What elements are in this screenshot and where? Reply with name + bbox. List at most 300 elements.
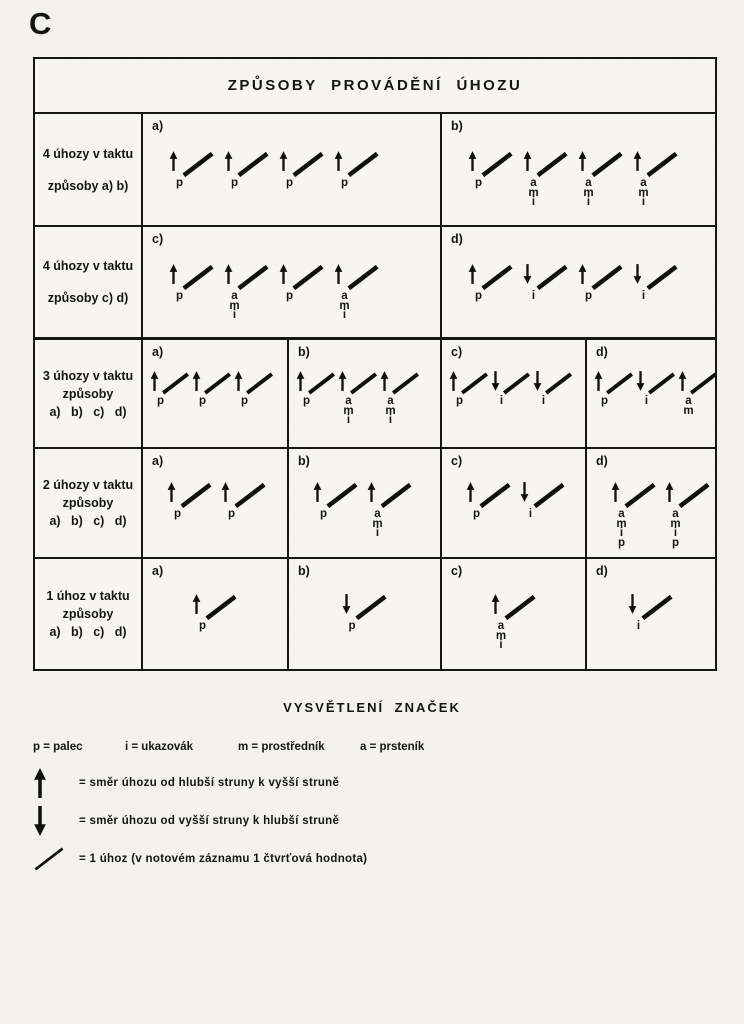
variant-label: a) [152,454,164,468]
stroke-slash-icon [535,152,569,177]
finger-labels [598,397,611,407]
pattern-cell-c [440,449,585,557]
finger-letter: p [584,290,593,302]
down-arrow-icon [520,482,529,502]
arrow-and-slash [169,263,215,290]
finger-letter: p [240,395,249,407]
symbol-icon-box [33,846,67,872]
pattern-cell-d [585,559,715,669]
symbol-legend-row [33,768,367,798]
finger-labels [637,292,650,302]
row-label-line: způsoby a) b) [47,178,129,193]
stroke-group [224,150,270,189]
stroke-slash-icon [645,265,679,290]
stroke-group [279,150,325,189]
finger-definition: i = ukazovák [125,741,194,753]
finger-letter: a [685,395,692,407]
down-arrow-icon [633,264,642,284]
stroke-groups [143,150,440,189]
finger-letter: m [385,404,396,417]
stroke-group [636,370,676,416]
stroke-group [533,370,573,407]
finger-letter: a [387,395,394,407]
finger-letter: p [156,395,165,407]
row-label [35,559,141,669]
symbol-icon-box [33,806,67,836]
stroke-groups [143,593,287,632]
finger-labels [228,179,241,189]
row-label-line: 4 úhozy v taktu [42,259,134,273]
finger-letter: i [375,527,380,539]
stroke-slash-icon [346,265,380,290]
finger-labels [283,179,296,189]
finger-definition: p = palec [33,741,83,753]
stroke-slash-icon [161,372,190,395]
stroke-slash-icon [480,265,514,290]
finger-labels [154,397,167,407]
arrow-and-slash [449,370,489,395]
arrow-and-slash [468,263,514,290]
stroke-slash-icon [590,152,624,177]
finger-letter: p [600,395,609,407]
up-arrow-icon [611,482,620,502]
row-label-line: 1 úhoz v taktu [46,589,130,603]
finger-letter: i [499,639,503,651]
stroke-group [169,150,215,189]
finger-letter: a [530,177,537,189]
finger-letter: a [231,290,238,302]
finger-legend-row [33,741,424,753]
arrow-and-slash [636,370,676,395]
stroke-slash-icon [503,595,537,620]
arrow-and-slash [523,150,569,177]
stroke-slash-icon [179,483,213,508]
stroke-slash-icon [236,265,270,290]
up-arrow-icon [33,768,47,798]
arrow-and-slash [342,593,388,620]
stroke-slash-icon [480,152,514,177]
stroke-slash-icon [33,846,65,872]
stroke-group [342,593,388,632]
stroke-group [633,263,679,302]
finger-labels [173,292,186,302]
stroke-group [678,370,715,416]
arrow-and-slash [491,370,531,395]
variant-label: b) [298,345,310,359]
stroke-slash-icon [605,372,634,395]
stroke-group [380,370,420,426]
up-arrow-icon [678,371,687,391]
stroke-slash-icon [532,483,566,508]
arrow-and-slash [150,370,190,395]
finger-labels [196,622,209,632]
finger-letter: m [339,299,350,312]
up-arrow-icon [491,594,500,614]
stroke-slash-icon [478,483,512,508]
variant-label: d) [596,345,608,359]
stroke-group [296,370,336,426]
stroke-groups [143,370,287,407]
variant-label: d) [596,564,608,578]
stroke-slash-icon [236,152,270,177]
finger-labels [300,397,313,407]
finger-letter: i [541,395,546,407]
finger-labels [342,397,355,426]
stroke-groups [587,481,715,548]
arrow-and-slash [279,150,325,177]
up-arrow-icon [523,151,532,171]
stroke-groups [442,370,585,407]
variant-label: c) [451,454,463,468]
arrow-and-slash [523,263,569,290]
variant-label: d) [596,454,608,468]
stroke-group [523,150,569,208]
finger-labels [582,179,595,208]
up-arrow-icon [466,482,475,502]
arrow-and-slash [338,370,378,395]
finger-letter: p [285,290,294,302]
finger-labels [527,292,540,302]
up-arrow-icon [224,151,233,171]
up-arrow-icon [594,371,603,391]
stroke-groups [442,481,585,520]
stroke-group [167,481,213,520]
arrow-and-slash [520,481,566,508]
stroke-slash-icon [535,265,569,290]
stroke-groups [289,481,440,539]
up-arrow-icon [234,371,243,391]
finger-letter: i [673,527,678,539]
up-arrow-icon [468,151,477,171]
row-label [35,227,141,337]
pattern-cell-b [440,114,715,225]
up-arrow-icon [279,151,288,171]
finger-labels [524,510,537,520]
finger-labels [640,397,653,407]
finger-labels [582,292,595,302]
stroke-slash-icon [307,372,336,395]
finger-letter: i [641,290,646,302]
stroke-group [449,370,489,407]
variant-label: b) [298,454,310,468]
finger-letter: m [229,299,240,312]
variant-label: c) [152,232,164,246]
legend-title: VYSVĚTLENÍ ZNAČEK [283,700,461,715]
stroke-group [224,263,270,321]
table-title: ZPŮSOBY PROVÁDĚNÍ ÚHOZU [227,77,523,94]
stroke-group [491,593,537,651]
finger-labels [225,510,238,520]
finger-letter: p [474,290,483,302]
down-arrow-icon [628,594,637,614]
up-arrow-icon [313,482,322,502]
pattern-cell-d [440,227,715,337]
symbol-description: = směr úhozu od hlubší struny k vyšší struně [79,777,340,789]
finger-letter: a [672,508,679,520]
table-row [35,337,715,447]
finger-labels [495,397,508,407]
finger-letter: m [372,517,383,530]
row-label-line: způsoby c) d) [47,291,129,305]
finger-letter: p [319,508,328,520]
finger-letter: p [285,177,294,189]
stroke-groups [289,370,440,426]
finger-labels [495,622,508,651]
pattern-cell-b [287,449,440,557]
variant-label: a) [152,119,164,133]
finger-letter: p [198,395,207,407]
symbol-description: = směr úhozu od vyšší struny k hlubší struně [79,815,340,827]
section-letter: C [29,6,53,41]
finger-letter: p [302,395,311,407]
stroke-slash-icon [291,265,325,290]
up-arrow-icon [167,482,176,502]
stroke-group [279,263,325,321]
finger-labels [470,510,483,520]
stroke-group [611,481,657,548]
finger-letter: a [618,508,625,520]
finger-letter: p [175,177,184,189]
finger-letter: i [232,309,237,321]
down-arrow-icon [342,594,351,614]
symbol-icon-box [33,768,67,798]
stroke-slash-icon [623,483,657,508]
finger-labels [283,292,296,302]
pattern-cell-c [141,227,440,337]
finger-letter: a [374,508,381,520]
symbol-description: = 1 úhoz (v notovém záznamu 1 čtvrťová hodnota) [79,853,368,865]
arrow-and-slash [628,593,674,620]
finger-letter: m [528,186,539,199]
finger-letter: i [644,395,649,407]
finger-labels [338,179,351,189]
arrow-and-slash [578,263,624,290]
finger-labels [173,179,186,189]
variant-label: d) [451,232,463,246]
row-label-line: způsoby [62,607,114,621]
up-arrow-icon [221,482,230,502]
finger-labels [632,622,645,632]
finger-labels [338,292,351,321]
finger-letter: i [531,196,536,208]
up-arrow-icon [578,151,587,171]
pattern-cell-c [440,340,585,447]
arrow-and-slash [380,370,420,395]
stroke-group [192,370,232,407]
stroke-slash-icon [181,265,215,290]
pattern-cell-a [141,449,287,557]
finger-letter: m [670,517,681,530]
up-arrow-icon [334,264,343,284]
finger-letter: i [528,508,533,520]
stroke-group [192,593,238,632]
finger-labels [637,179,650,208]
stroke-slash-icon [233,483,267,508]
arrow-and-slash [279,263,325,290]
arrow-and-slash [224,263,270,290]
stroke-slash-icon [245,372,274,395]
stroke-groups [442,150,715,208]
stroke-slash-icon [203,372,232,395]
finger-labels [472,179,485,189]
row-label-line: způsoby [62,386,114,401]
stroke-group [466,481,512,520]
arrow-and-slash [633,263,679,290]
stroke-slash-icon [640,595,674,620]
up-arrow-icon [449,371,458,391]
arrow-and-slash [468,150,514,177]
finger-letter: m [343,404,354,417]
up-arrow-icon [334,151,343,171]
stroke-group [594,370,634,416]
finger-letter: i [636,620,641,632]
finger-labels [453,397,466,407]
finger-labels [537,397,550,407]
arrow-and-slash [594,370,634,395]
up-arrow-icon [367,482,376,502]
finger-letter: p [230,177,239,189]
finger-letter: i [586,196,591,208]
stroke-group [150,370,190,407]
row-label-line: 2 úhozy v taktu [42,478,134,492]
stroke-slash-icon [325,483,359,508]
up-arrow-icon [665,482,674,502]
up-arrow-icon [224,264,233,284]
row-label-line: a) b) c) d) [49,514,127,528]
finger-labels [615,510,628,548]
stroke-group [169,263,215,321]
arrow-and-slash [169,150,215,177]
stroke-group [221,481,267,520]
stroke-slash-icon [460,372,489,395]
stroke-group [468,263,514,302]
stroke-groups [587,593,715,632]
finger-letter: p [671,536,680,549]
finger-letter: p [455,395,464,407]
finger-letter: p [175,290,184,302]
finger-letter: a [585,177,592,189]
finger-letter: i [531,290,536,302]
row-label-line: a) b) c) d) [49,404,127,419]
arrow-and-slash [367,481,413,508]
stroke-slash-icon [590,265,624,290]
symbol-legend-row [33,844,367,874]
arrow-and-slash [611,481,657,508]
arrow-and-slash [633,150,679,177]
stroke-group [367,481,413,539]
stroke-slash-icon [379,483,413,508]
down-arrow-icon [491,371,500,391]
variant-label: c) [451,345,463,359]
finger-letter: a [497,620,505,632]
finger-labels [196,397,209,407]
stroke-group [578,150,624,208]
finger-definition: a = prsteník [360,741,425,753]
arrow-and-slash [678,370,715,395]
up-arrow-icon [279,264,288,284]
pattern-cell-d [585,449,715,557]
finger-letter: a [341,290,348,302]
stroke-groups [289,593,440,632]
down-arrow-icon [636,371,645,391]
up-arrow-icon [169,264,178,284]
stroke-slash-icon [349,372,378,395]
stroke-slash-icon [502,372,531,395]
finger-labels [682,397,695,416]
up-arrow-icon [150,371,159,391]
stroke-group [468,150,514,208]
stroke-slash-icon [181,152,215,177]
finger-letter: i [619,527,624,539]
stroke-slash-icon [677,483,711,508]
finger-letter: i [342,309,347,321]
finger-letter: a [640,177,647,189]
stroke-groups [143,263,440,321]
stroke-groups [442,263,715,302]
arrow-and-slash [296,370,336,395]
finger-labels [371,510,384,539]
stroke-groups [587,370,715,416]
arrow-and-slash [234,370,274,395]
arrow-and-slash [192,593,238,620]
pattern-cell-a [141,559,287,669]
finger-letter: p [227,508,236,520]
up-arrow-icon [578,264,587,284]
arrow-and-slash [665,481,711,508]
arrow-and-slash [167,481,213,508]
arrow-and-slash [334,263,380,290]
stroke-group [628,593,674,632]
stroke-groups [442,593,585,651]
row-label-line: a) b) c) d) [49,625,127,639]
up-arrow-icon [338,371,347,391]
up-arrow-icon [468,264,477,284]
stroke-group [491,370,531,407]
up-arrow-icon [380,371,389,391]
stroke-group [234,370,274,407]
table-row [35,447,715,557]
stroke-group [520,481,566,520]
finger-labels [384,397,397,426]
variant-label: b) [298,564,310,578]
finger-letter: m [616,517,627,530]
symbol-legend-rows [33,768,367,882]
symbol-legend-row [33,806,367,836]
pattern-cell-b [287,559,440,669]
pattern-cell-b [287,340,440,447]
arrow-and-slash [313,481,359,508]
finger-labels [527,179,540,208]
finger-letter: i [641,196,646,208]
row-label [35,449,141,557]
stroke-slash-icon [391,372,420,395]
arrow-and-slash [466,481,512,508]
arrow-and-slash [192,370,232,395]
arrow-and-slash [491,593,537,620]
finger-letter: p [198,620,207,632]
stroke-slash-icon [689,372,715,395]
table-row [35,557,715,669]
pattern-cell-a [141,114,440,225]
stroke-group [334,263,380,321]
row-label [35,114,141,225]
finger-labels [669,510,682,548]
stroke-slash-icon [544,372,573,395]
arrow-and-slash [334,150,380,177]
finger-letter: p [340,177,349,189]
finger-letter: i [499,395,504,407]
finger-letter: p [348,620,356,632]
